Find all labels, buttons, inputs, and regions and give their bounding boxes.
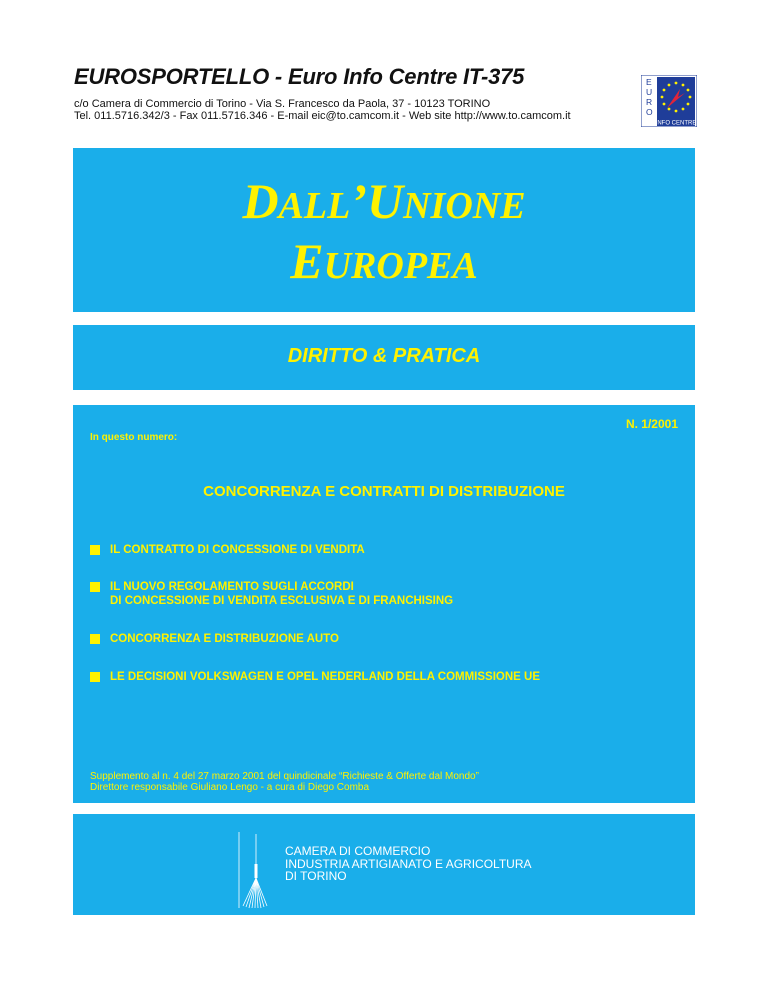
header-title: EUROSPORTELLO - Euro Info Centre IT-375 xyxy=(74,64,525,89)
square-bullet-icon xyxy=(90,634,100,644)
list-item-text: LE DECISIONI VOLKSWAGEN E OPEL NEDERLAND DELLA COMMISSIONE UE xyxy=(110,671,541,683)
footer-panel xyxy=(73,814,695,915)
chamber-line-3: DI TORINO xyxy=(285,869,347,883)
list-item xyxy=(90,670,540,684)
eu-flag-icon xyxy=(641,75,697,127)
header-address: c/o Camera di Commercio di Torino - Via S. Francesco da Paola, 37 - 10123 TORINO xyxy=(74,98,491,110)
supplement-line-1: Supplemento al n. 4 del 27 marzo 2001 del quindicinale “Richieste & Offerte dal Mondo” xyxy=(90,771,479,782)
list-item xyxy=(90,632,339,646)
title-line-1 xyxy=(73,173,695,229)
supplement-line-2: Direttore responsabile Giuliano Lengo - a cura di Diego Comba xyxy=(90,782,370,793)
list-item-text: IL NUOVO REGOLAMENTO SUGLI ACCORDI xyxy=(110,581,354,593)
square-bullet-icon xyxy=(90,582,100,592)
list-item-text: CONCORRENZA E DISTRIBUZIONE AUTO xyxy=(110,633,339,645)
topic-heading: CONCORRENZA E CONTRATTI DI DISTRIBUZIONE xyxy=(203,483,565,500)
content-panel xyxy=(73,405,695,803)
issue-number: N. 1/2001 xyxy=(625,417,678,431)
title-apostrophe: ’ xyxy=(350,173,367,229)
header-contacts: Tel. 011.5716.342/3 - Fax 011.5716.346 - E-mail eic@to.camcom.it - Web site http://www.to.camcom.it xyxy=(74,110,571,122)
logo-letter-o: O xyxy=(646,107,653,117)
logo-letter-u: U xyxy=(646,87,653,97)
subtitle-panel xyxy=(73,325,695,390)
mole-antonelliana-icon xyxy=(235,830,279,910)
chamber-line-1: CAMERA DI COMMERCIO xyxy=(285,844,431,858)
title-panel xyxy=(73,148,695,312)
title-initial-u: U xyxy=(366,173,404,229)
logo-caption: INFO CENTRE xyxy=(655,120,697,127)
title-word-all: ALL xyxy=(278,185,351,227)
logo-letter-r: R xyxy=(646,97,653,107)
in-this-issue-label: In questo numero: xyxy=(90,432,178,443)
title-line-2 xyxy=(73,233,695,289)
square-bullet-icon xyxy=(90,545,100,555)
list-item-text-continued: DI CONCESSIONE DI VENDITA ESCLUSIVA E DI FRANCHISING xyxy=(110,595,454,607)
logo-letter-e: E xyxy=(646,77,652,87)
subtitle: DIRITTO & PRATICA xyxy=(287,345,481,367)
title-initial-e: E xyxy=(290,233,324,289)
title-word-uropea: UROPEA xyxy=(323,245,478,287)
list-item xyxy=(90,543,365,557)
title-word-nione: NIONE xyxy=(403,185,526,227)
square-bullet-icon xyxy=(90,672,100,682)
chamber-name xyxy=(285,845,532,883)
chamber-line-2: INDUSTRIA ARTIGIANATO E AGRICOLTURA xyxy=(285,856,532,871)
title-initial-d: D xyxy=(242,173,279,229)
list-item-text: IL CONTRATTO DI CONCESSIONE DI VENDITA xyxy=(110,544,365,556)
supplement-note xyxy=(90,771,479,793)
list-item xyxy=(90,580,453,608)
